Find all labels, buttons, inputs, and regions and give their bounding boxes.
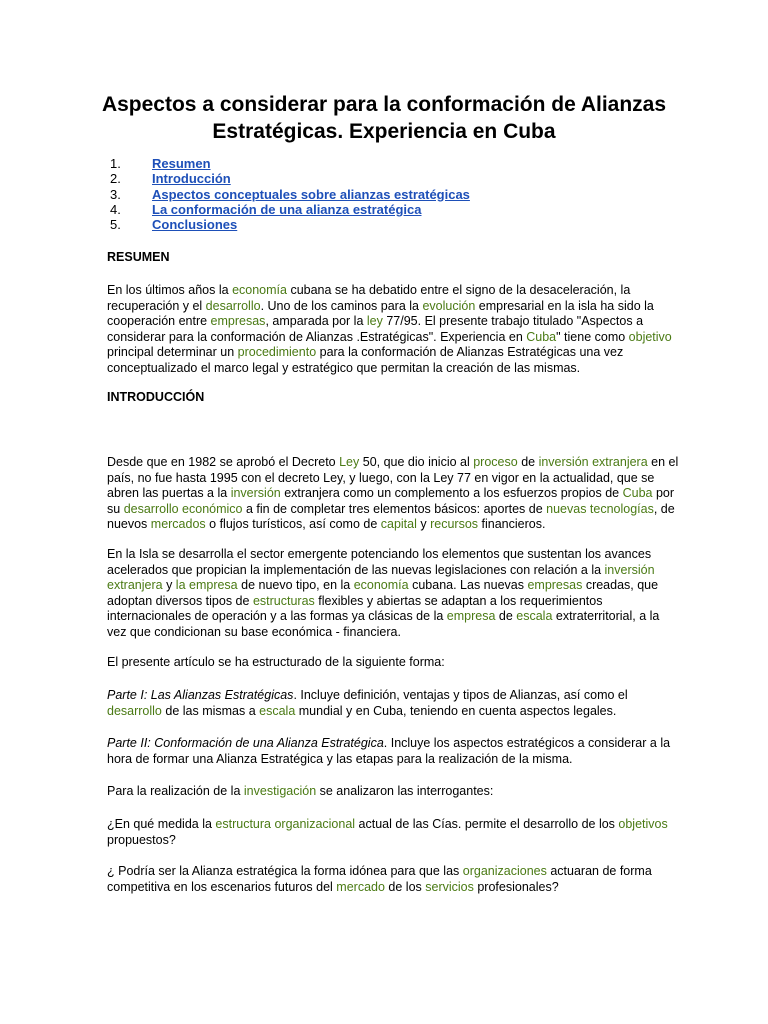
section-heading-resumen: RESUMEN [107,250,170,264]
keyword-link[interactable]: procedimiento [237,345,317,360]
toc-number: 4. [110,201,121,217]
toc-number: 5. [110,217,121,233]
toc-item [110,156,470,171]
keyword-link[interactable]: empresas [527,578,583,593]
toc-link-conformacion[interactable]: La conformación de una alianza estratégica [152,201,422,217]
keyword-link[interactable]: la empresa [175,578,238,593]
paragraph-resumen: En los últimos años la economía cubana se ha debatido entre el signo de la desaceleración, la recuperación y el desarrollo. Uno de los caminos para la evolución empresarial en la isla ha sido la cooperación entre empresas, amparada por la ley 77/95. El presente trabajo titulado "Aspectos a considerar para la conformación de Alianzas .Estratégicas". Experiencia en Cuba" tiene como objetivo principal determinar un procedimiento para la conformación de Alianzas Estratégicas una vez conceptualizado el marco legal y estratégico que permitan la creación de las mismas. [107,283,672,375]
document-title: Aspectos a considerar para la conformación de Alianzas Estratégicas. Experiencia en Cuba [101,93,667,143]
keyword-link[interactable]: desarrollo económico [123,501,243,516]
paragraph-question-2: ¿ Podría ser la Alianza estratégica la forma idónea para que las organizaciones actuaran de forma competitiva en los escenarios futuros del mercado de los servicios profesionales? [107,864,652,894]
keyword-link[interactable]: escala [516,609,553,624]
italic-label: Parte II: Conformación de una Alianza Estratégica [107,736,384,750]
keyword-link[interactable]: Ley [339,455,360,469]
keyword-link[interactable]: economía [353,578,409,593]
keyword-link[interactable]: objetivos [618,817,668,831]
keyword-link[interactable]: organizaciones [462,864,547,878]
toc-link-introduccion[interactable]: Introducción [152,171,231,187]
keyword-link[interactable]: empresa [446,609,496,624]
paragraph-parte-2: Parte II: Conformación de una Alianza Estratégica. Incluye los aspectos estratégicos a considerar a la hora de formar una Alianza Estratégica y las etapas para la realización de la misma. [107,736,671,766]
paragraph-parte-1: Parte I: Las Alianzas Estratégicas. Incluye definición, ventajas y tipos de Alianzas, así como el desarrollo de las mismas a escala mundial y en Cuba, teniendo en cuenta aspectos legales. [107,688,628,718]
keyword-link[interactable]: proceso [473,455,518,469]
keyword-link[interactable]: estructura organizacional [215,817,356,831]
keyword-link[interactable]: desarrollo [205,298,261,313]
keyword-link[interactable]: empresas [210,314,266,329]
keyword-link[interactable]: mercados [150,517,206,532]
toc-link-conclusiones[interactable]: Conclusiones [152,217,238,233]
keyword-link[interactable]: inversión extranjera [107,562,655,593]
toc-number: 3. [110,186,121,202]
toc-item [110,171,470,186]
toc-item [110,202,470,217]
toc-item [110,217,470,232]
toc-link-aspectos-conceptuales[interactable]: Aspectos conceptuales sobre alianzas estratégicas [152,186,470,202]
paragraph-intro-2: En la Isla se desarrolla el sector emergente potenciando los elementos que sustentan los avances acelerados que propician la implementación de las nuevas legislaciones con relación a la inversión extranjera y la empresa de nuevo tipo, en la economía cubana. Las nuevas empresas creadas, que adoptan diversos tipos de estructuras flexibles y abiertas se adaptan a los requerimientos internacionales de operación y a las formas ya clásicas de la empresa de escala extraterritorial, a la vez que condicionan su base económica - financiera. [107,547,660,639]
keyword-link[interactable]: economía [232,283,287,297]
keyword-link[interactable]: inversión [230,486,281,501]
keyword-link[interactable]: evolución [422,298,476,313]
section-heading-introduccion: INTRODUCCIÓN [107,390,205,404]
keyword-link[interactable]: investigación [243,784,317,798]
paragraph-question-1: ¿En qué medida la estructura organizacional actual de las Cías. permite el desarrollo de los objetivos propuestos? [107,817,668,847]
toc-link-resumen[interactable]: Resumen [152,156,211,171]
keyword-link[interactable]: escala [259,703,296,718]
table-of-contents [110,156,470,232]
paragraph-intro-1: Desde que en 1982 se aprobó el Decreto Ley 50, que dio inicio al proceso de inversión extranjera en el país, no fue hasta 1995 con el decreto Ley, y luego, con la Ley 77 en vigor en la actualidad, que se abren las puertas a la inversión extranjera como un complemento a los esfuerzos propios de Cuba por su desarrollo económico a fin de completar tres elementos básicos: aportes de nuevas tecnologías, de nuevos mercados o flujos turísticos, así como de capital y recursos financieros. [107,455,679,532]
keyword-link[interactable]: servicios [425,879,474,894]
keyword-link[interactable]: nuevas tecnologías [546,501,654,516]
keyword-link[interactable]: objetivo [628,329,672,344]
paragraph-intro-3: El presente artículo se ha estructurado de la siguiente forma: [107,655,445,669]
keyword-link[interactable]: inversión extranjera [538,455,648,469]
keyword-link[interactable]: Cuba [526,329,557,344]
keyword-link[interactable]: capital [380,517,417,532]
toc-number: 1. [110,156,121,171]
keyword-link[interactable]: Cuba [622,486,653,501]
paragraph-investigacion: Para la realización de la investigación se analizaron las interrogantes: [107,784,494,798]
toc-item [110,187,470,202]
keyword-link[interactable]: mercado [336,879,385,894]
keyword-link[interactable]: ley [366,314,383,329]
keyword-link[interactable]: desarrollo [107,703,162,718]
toc-number: 2. [110,171,121,187]
italic-label: Parte I: Las Alianzas Estratégicas [107,688,294,702]
keyword-link[interactable]: recursos [430,517,479,532]
keyword-link[interactable]: estructuras [252,593,315,608]
